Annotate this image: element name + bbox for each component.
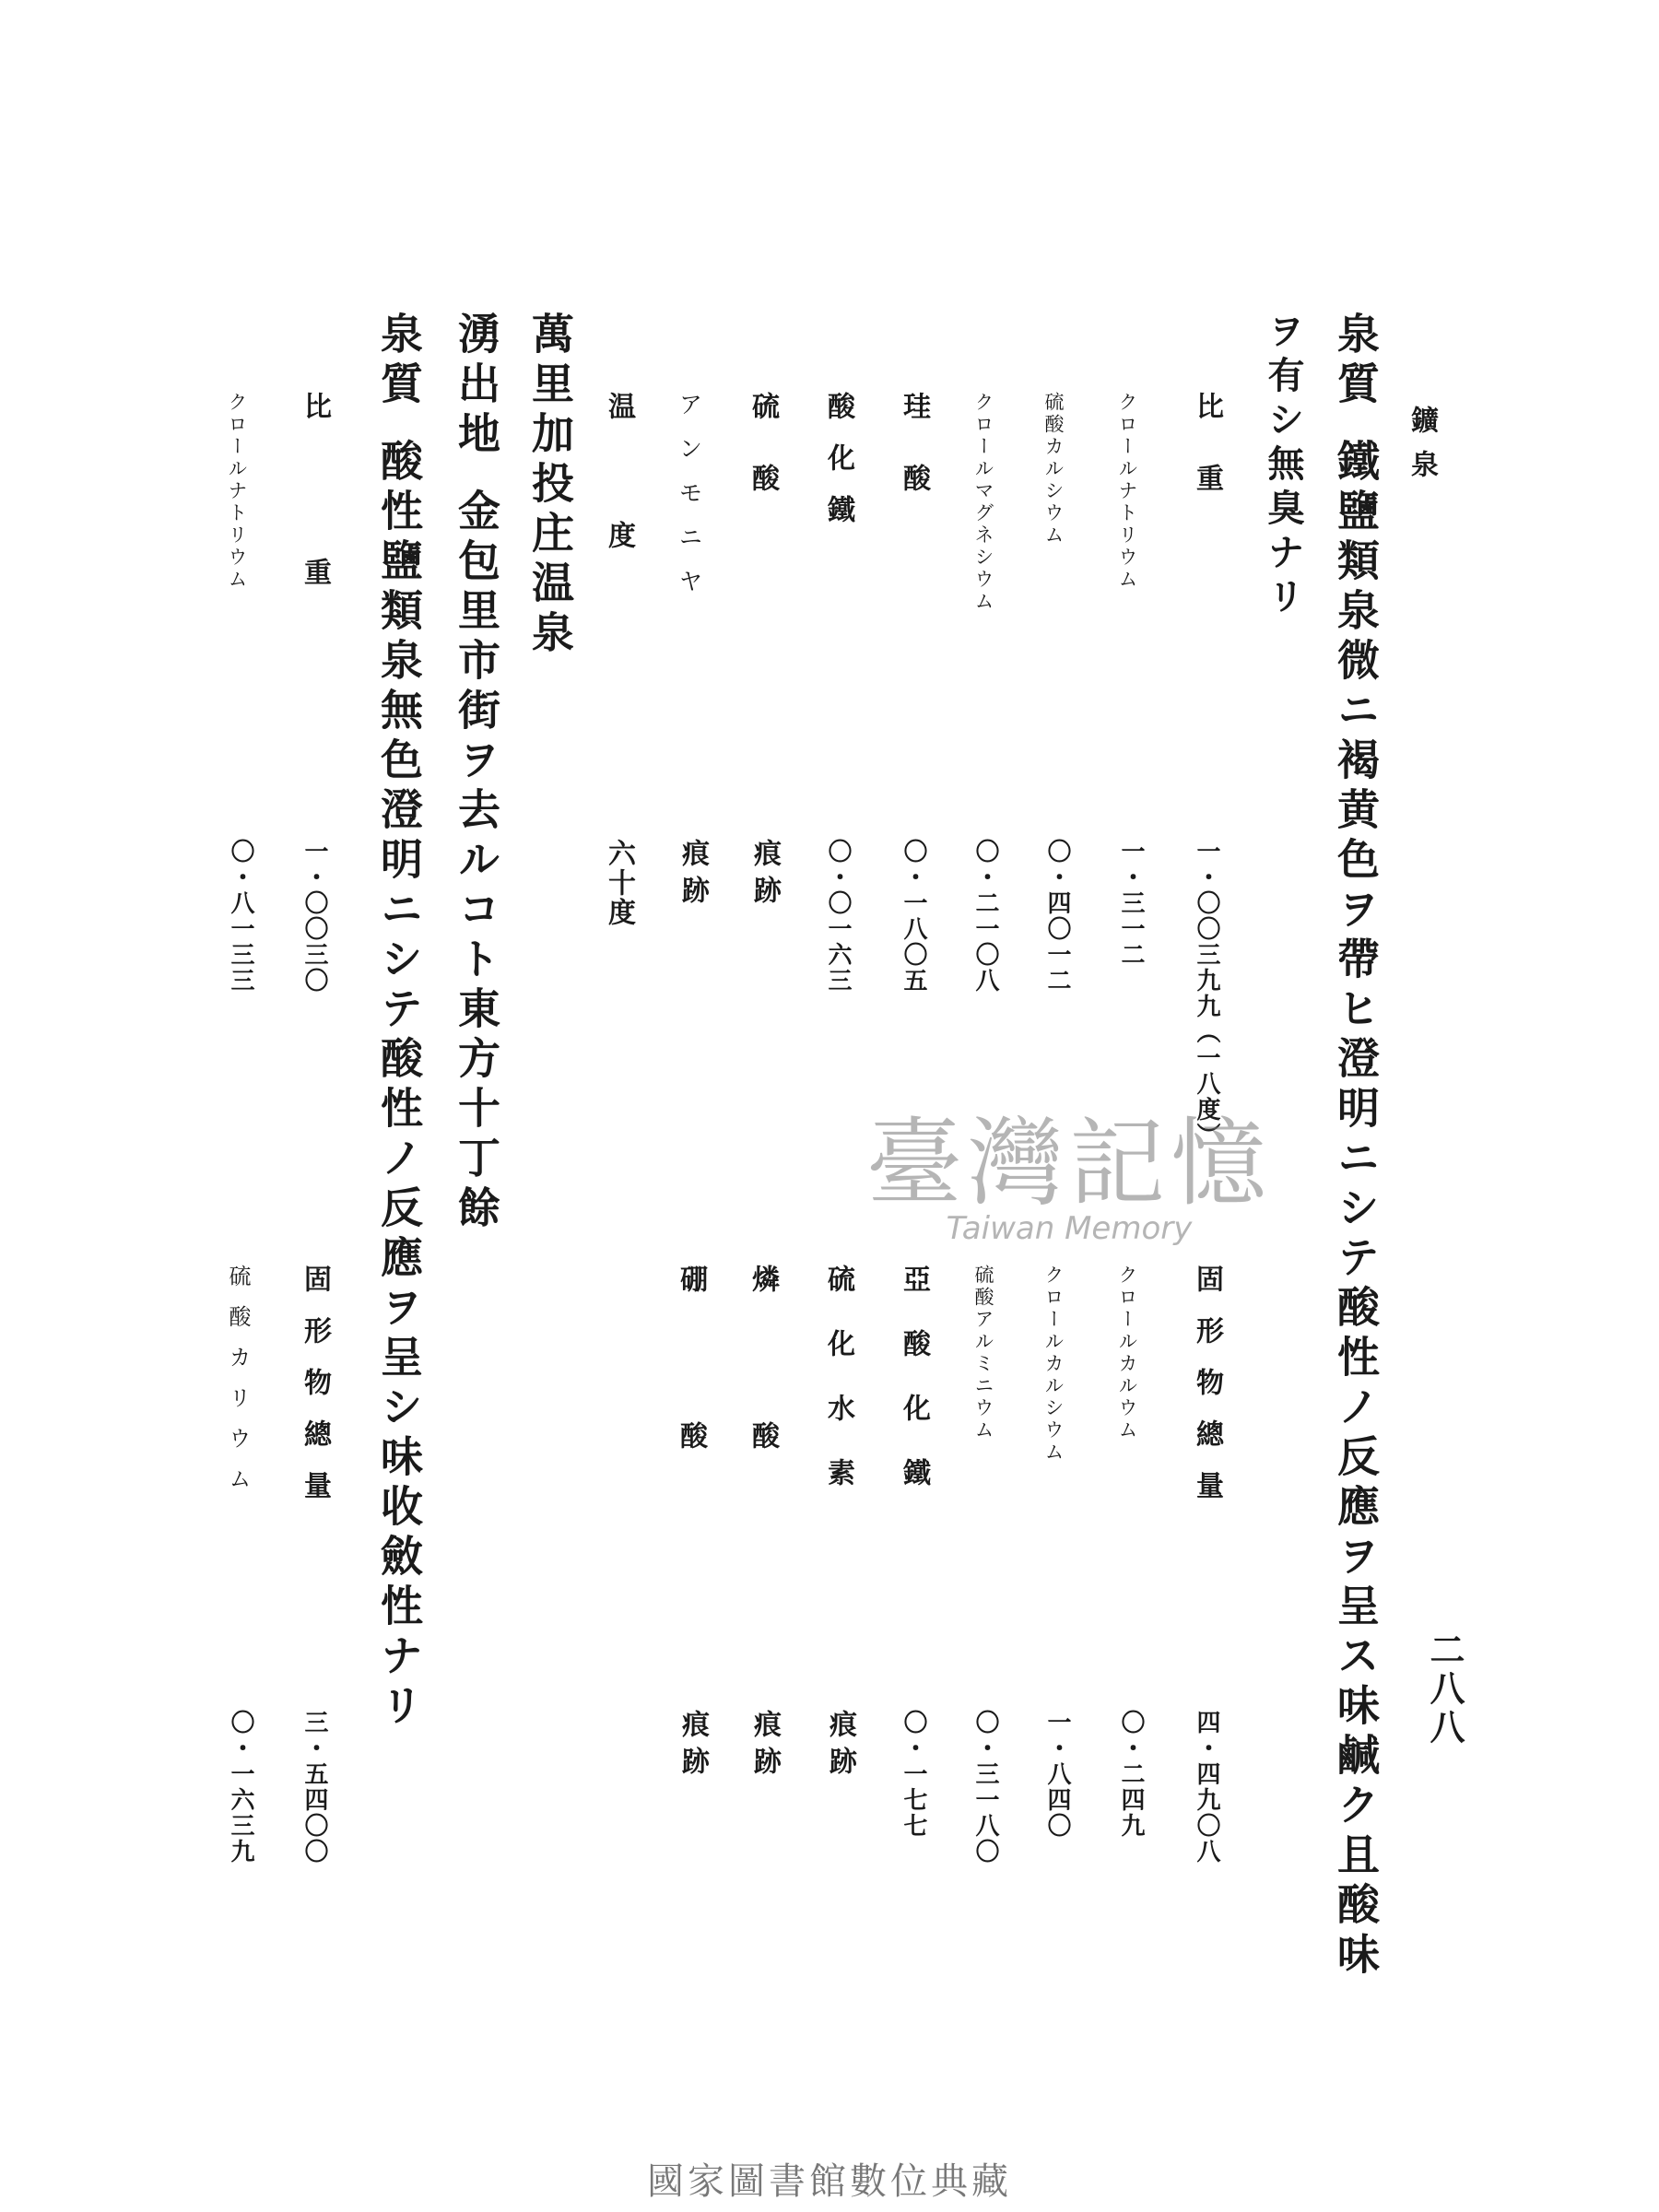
- watermark: [830, 1107, 1309, 1248]
- s1-label-4: 珪酸: [898, 392, 930, 535]
- spring2-quality-label: 泉質: [374, 312, 424, 411]
- s1-label-6: 硫酸: [747, 392, 779, 535]
- s2-value-1: 〇・八一三三: [227, 839, 254, 994]
- s1-value-4: 〇・一八〇五: [900, 839, 927, 994]
- spring2-source-text: 金包里市街ヲ去ルコト東方十丁餘: [452, 488, 501, 1235]
- spring1-quality-line1: [1331, 312, 1381, 1982]
- s1-right-label-5: 硫化水素: [822, 1265, 854, 1523]
- s1-right-value-5: 痕跡: [824, 1710, 856, 1783]
- s1-right-value-6: 痕跡: [748, 1710, 781, 1783]
- s1-right-label-4: 亞酸化鐵: [898, 1265, 930, 1523]
- s2-right-value-1: 〇・一六三九: [227, 1710, 254, 1865]
- s1-value-2: 〇・四〇一二: [1043, 839, 1071, 994]
- s1-right-label-2: クロールカルシウム: [1042, 1265, 1065, 1464]
- s2-right-label-0: 固形物總量: [299, 1265, 331, 1523]
- s1-right-label-6: 燐酸: [747, 1265, 779, 1578]
- s2-label-0: 比重: [299, 392, 331, 724]
- s1-right-label-0: 固形物總量: [1191, 1265, 1223, 1523]
- watermark-title: 臺灣記憶: [865, 1107, 1272, 1219]
- s1-label-8: 温度: [603, 392, 635, 650]
- s1-label-7: アンモニヤ: [675, 392, 702, 613]
- s1-right-value-0: 四・四九〇八: [1193, 1710, 1220, 1865]
- s1-label-1: クロールナトリウム: [1116, 392, 1138, 591]
- spring1-quality-text: 鐵鹽類泉微ニ褐黄色ヲ帶ヒ澄明ニシテ酸性ノ反應ヲ呈ス味鹹ク且酸味: [1331, 439, 1381, 1982]
- s1-right-label-7: 硼酸: [675, 1265, 707, 1578]
- s1-value-1: 一・三一二: [1117, 839, 1145, 968]
- footer-collection-text: 國家圖書館數位典藏: [647, 2160, 1012, 2203]
- s1-value-8: 六十度: [603, 839, 635, 927]
- spring2-source-line: [452, 312, 501, 1235]
- s1-right-value-7: 痕跡: [677, 1710, 709, 1783]
- s2-right-label-1: 硫酸カリウム: [225, 1265, 251, 1508]
- s1-label-5: 酸化鐵: [822, 392, 854, 547]
- s1-value-5: 〇・〇一六三: [824, 839, 852, 994]
- watermark-subtitle: Taiwan Memory: [946, 1210, 1193, 1248]
- spring2-source-label: 湧出地: [452, 312, 501, 461]
- spring2-quality-line: [374, 312, 424, 1733]
- s2-right-value-0: 三・五四〇〇: [300, 1710, 328, 1865]
- s1-right-value-1: 〇・二四九: [1117, 1710, 1145, 1839]
- s2-label-1: クロールナトリウム: [226, 392, 248, 591]
- spring2-quality-text: 酸性鹽類泉無色澄明ニシテ酸性ノ反應ヲ呈シ味收斂性ナリ: [374, 439, 424, 1733]
- s1-value-6: 痕跡: [748, 839, 781, 912]
- s1-right-label-1: クロールカルウム: [1116, 1265, 1138, 1441]
- s1-right-value-4: 〇・一七七: [900, 1710, 927, 1839]
- s1-right-label-3: 硫酸アルミニウム: [972, 1265, 994, 1441]
- s1-value-0: 一・〇〇三九九（一八度）: [1193, 839, 1220, 1148]
- spring1-quality-label: 泉質: [1331, 312, 1381, 411]
- spring2-name: 萬里加投庄温泉: [525, 312, 575, 660]
- s1-right-value-3: 〇・三一八〇: [971, 1710, 999, 1865]
- s1-value-7: 痕跡: [677, 839, 709, 912]
- page-number: 二八八: [1424, 1631, 1465, 1747]
- s1-label-3: クロールマグネシウム: [972, 392, 994, 613]
- spring1-quality-line2: ヲ有シ無臭ナリ: [1262, 312, 1305, 621]
- s1-value-3: 〇・二一〇八: [971, 839, 999, 994]
- running-title: 鑛泉: [1406, 406, 1438, 494]
- s1-right-value-2: 一・八四〇: [1043, 1710, 1071, 1839]
- s1-label-0: 比重: [1191, 392, 1223, 535]
- s1-label-2: 硫酸カルシウム: [1042, 392, 1065, 547]
- s2-value-0: 一・〇〇三〇: [300, 839, 328, 994]
